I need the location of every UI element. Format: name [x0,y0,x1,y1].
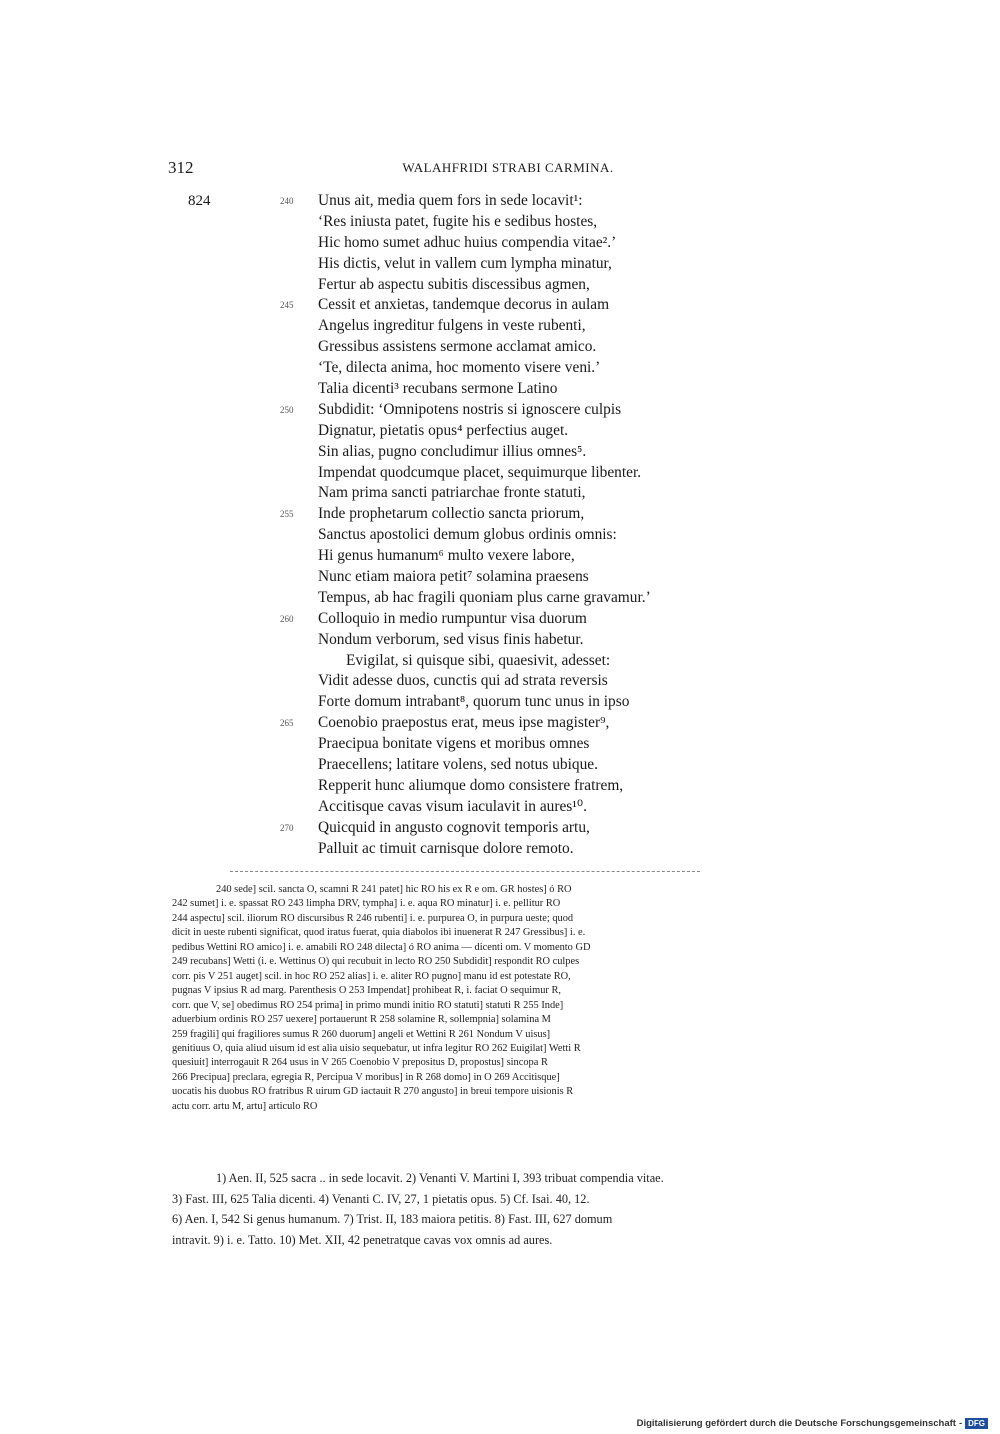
verse-line [0,609,1000,630]
apparatus-line: actu corr. artu M, artu] articulo RO [172,1100,318,1112]
verse-text: Cessit et anxietas, tandemque decorus in aulam [318,296,610,314]
note-line: intravit. 9) i. e. Tatto. 10) Met. XII, 42 penetratque cavas vox omnis ad aures. [172,1232,553,1247]
verse-line [0,254,1000,275]
poem-text [0,191,1000,860]
verse-line [0,379,1000,400]
verse-line [0,421,1000,442]
verse-line [0,358,1000,379]
verse-number: 240 [280,196,294,206]
page-header [168,158,848,180]
source-notes [172,1168,846,1250]
verse-text: Praecipua bonitate vigens et moribus omnes [318,735,590,753]
verse-line [0,337,1000,358]
verse-line [0,818,1000,839]
verse-text: Evigilat, si quisque sibi, quaesivit, adesset: [346,651,611,669]
running-title: WALAHFRIDI STRABI CARMINA. [402,160,614,175]
critical-apparatus [172,883,846,1114]
verse-line [0,463,1000,484]
verse-text: Quicquid in angusto cognovit temporis artu, [318,818,590,836]
verse-text: Nam prima sancti patriarchae fronte statuti, [318,484,586,502]
apparatus-line: 240 sede] scil. sancta O, scamni R 241 patet] hic RO his ex R e om. GR hostes] ó RO [216,884,572,895]
note-line: 6) Aen. I, 542 Si genus humanum. 7) Trist. II, 183 maiora petitis. 8) Fast. III, 627 domum [172,1212,613,1226]
apparatus-line: 244 aspectu] scil. iliorum RO discursibus R 246 rubenti] i. e. purpurea O, in purpura ueste; quod [172,912,574,924]
verse-line [0,483,1000,504]
apparatus-line: quesiuit] interrogauit R 264 usus in V 265 Coenobio V prepositus D, propostus] sincopa R [172,1057,548,1069]
verse-text: Nondum verborum, sed visus finis habetur. [318,630,584,648]
verse-text: ‘Res iniusta patet, fugite his e sedibus hostes, [318,212,598,230]
verse-line [0,734,1000,755]
verse-text: Forte domum intrabant⁸, quorum tunc unus in ipso [318,693,630,711]
verse-text: Talia dicenti³ recubans sermone Latino [318,380,558,398]
verse-text: Tempus, ab hac fragili quoniam plus carne gravamur.’ [318,588,651,606]
verse-text: His dictis, velut in vallem cum lympha minatur, [318,254,612,272]
verse-text: Sanctus apostolici demum globus ordinis omnis: [318,526,617,544]
note-line: 3) Fast. III, 625 Talia dicenti. 4) Venanti C. IV, 27, 1 pietatis opus. 5) Cf. Isai. 40, 12. [172,1191,590,1206]
apparatus-line: 242 sumet] i. e. spassat RO 243 limpha DRV, tympha] i. e. aqua RO minatur] i. e. pellitur RO [172,898,561,910]
verse-line [0,233,1000,254]
apparatus-line: uocatis his duobus RO fratribus R uirum GD iactauit R 270 angusto] in breui tempore uisionis R [172,1086,574,1098]
footnote-divider [230,871,700,872]
verse-text: Angelus ingreditur fulgens in veste rubenti, [318,317,586,335]
verse-text: Impendat quodcumque placet, sequimurque libenter. [318,463,642,481]
verse-line [0,212,1000,233]
margin-reference: 824 [188,193,211,209]
verse-line [0,316,1000,337]
apparatus-line: corr. que V, se] obedimus RO 254 prima] in primo mundi initio RO statuti] statuti R 255 Inde] [172,999,564,1011]
verse-line [0,442,1000,463]
verse-number: 245 [280,300,294,311]
verse-line [0,546,1000,567]
verse-text: Hi genus humanum⁶ multo vexere labore, [318,547,575,565]
apparatus-line: dicit in ueste rubenti significat, quod iratus fuerat, quia diabolos ibi inuenerat R 247 Gressibus] i. e. [172,927,586,939]
verse-line [0,400,1000,421]
verse-text: Palluit ac timuit carnisque dolore remoto. [318,839,574,857]
verse-line [0,692,1000,713]
page-number: 312 [168,158,194,177]
apparatus-line: 266 Precipua] preclara, egregia R, Percipua V moribus] in R 268 domo] in O 269 Accitisque] [172,1071,560,1083]
verse-line [0,839,1000,860]
apparatus-line: aduerbium ordinis RO 257 uexere] portauerunt R 258 solamine R, sollempnia] solamina M [172,1014,551,1026]
apparatus-line: corr. pis V 251 auget] scil. in hoc RO 252 alias] i. e. aliter RO pugno] manu id est potestate RO, [172,970,571,982]
verse-text: ‘Te, dilecta anima, hoc momento visere veni.’ [318,359,601,377]
verse-line [0,191,1000,212]
verse-line [0,588,1000,609]
verse-line [0,713,1000,734]
verse-line [0,671,1000,692]
verse-text: Vidit adesse duos, cunctis qui ad strata reversis [318,672,608,690]
verse-line [0,797,1000,818]
verse-number: 260 [280,613,294,624]
apparatus-line: 259 fragili] qui fragiliores sumus R 260 duorum] angeli et Wettini R 261 Nondum V uisus] [172,1028,551,1040]
verse-text: Praecellens; latitare volens, sed notus ubique. [318,756,598,774]
digitization-footer [637,1418,988,1429]
verse-line [0,525,1000,546]
apparatus-line: genitiuus O, quia aliud uisum id est alia uisio sequebatur, ut infra legitur RO 262 Euigilat] Wetti R [172,1042,581,1054]
verse-line [0,630,1000,651]
verse-text: Inde prophetarum collectio sancta priorum, [318,505,585,523]
apparatus-line: pugnas V ipsius R ad marg. Parenthesis O 253 Impendat] prohibeat R, i. faciat O sequimur R, [172,985,562,997]
footer-text: Digitalisierung gefördert durch die Deutsche Forschungsgemeinschaft [636,1418,956,1429]
verse-text: Repperit hunc aliumque domo consistere fratrem, [318,776,624,794]
verse-text: Fertur ab aspectu subitis discessibus agmen, [318,275,590,293]
note-line: 1) Aen. II, 525 sacra .. in sede locavit. 2) Venanti V. Martini I, 393 tribuat compendia vitae. [216,1171,664,1185]
verse-text: Accitisque cavas visum iaculavit in aures¹⁰. [318,797,587,815]
verse-text: Unus ait, media quem fors in sede locavit¹: [318,192,583,209]
apparatus-line: pedibus Wettini RO amico] i. e. amabili RO 248 dilecta] ó RO anima — dicenti om. V momento GD [172,941,591,953]
verse-line [0,755,1000,776]
verse-number: 265 [280,718,294,729]
verse-line [0,651,1000,672]
dfg-logo-badge: DFG [965,1418,988,1429]
verse-text: Coenobio praepostus erat, meus ipse magister⁹, [318,714,610,732]
verse-text: Subdidit: ‘Omnipotens nostris si ignoscere culpis [318,400,622,418]
verse-text: Colloquio in medio rumpuntur visa duorum [318,609,587,627]
verse-line [0,295,1000,316]
dfg-logo: - [958,1418,963,1429]
verse-text: Gressibus assistens sermone acclamat amico. [318,338,597,356]
verse-number: 255 [280,509,294,520]
apparatus-line: 249 recubans] Wetti (i. e. Wettinus O) qui recubuit in lecto RO 250 Subdidit] respondit RO culpes [172,956,580,968]
verse-number: 270 [280,822,294,833]
verse-number: 250 [280,404,294,415]
verse-text: Dignatur, pietatis opus⁴ perfectius auget. [318,421,569,439]
verse-line [0,776,1000,797]
verse-text: Hic homo sumet adhuc huius compendia vitae².’ [318,233,617,251]
verse-line [0,275,1000,296]
verse-text: Sin alias, pugno concludimur illius omnes⁵. [318,442,587,460]
verse-text: Nunc etiam maiora petit⁷ solamina praesens [318,568,589,586]
verse-line [0,504,1000,525]
verse-line [0,567,1000,588]
